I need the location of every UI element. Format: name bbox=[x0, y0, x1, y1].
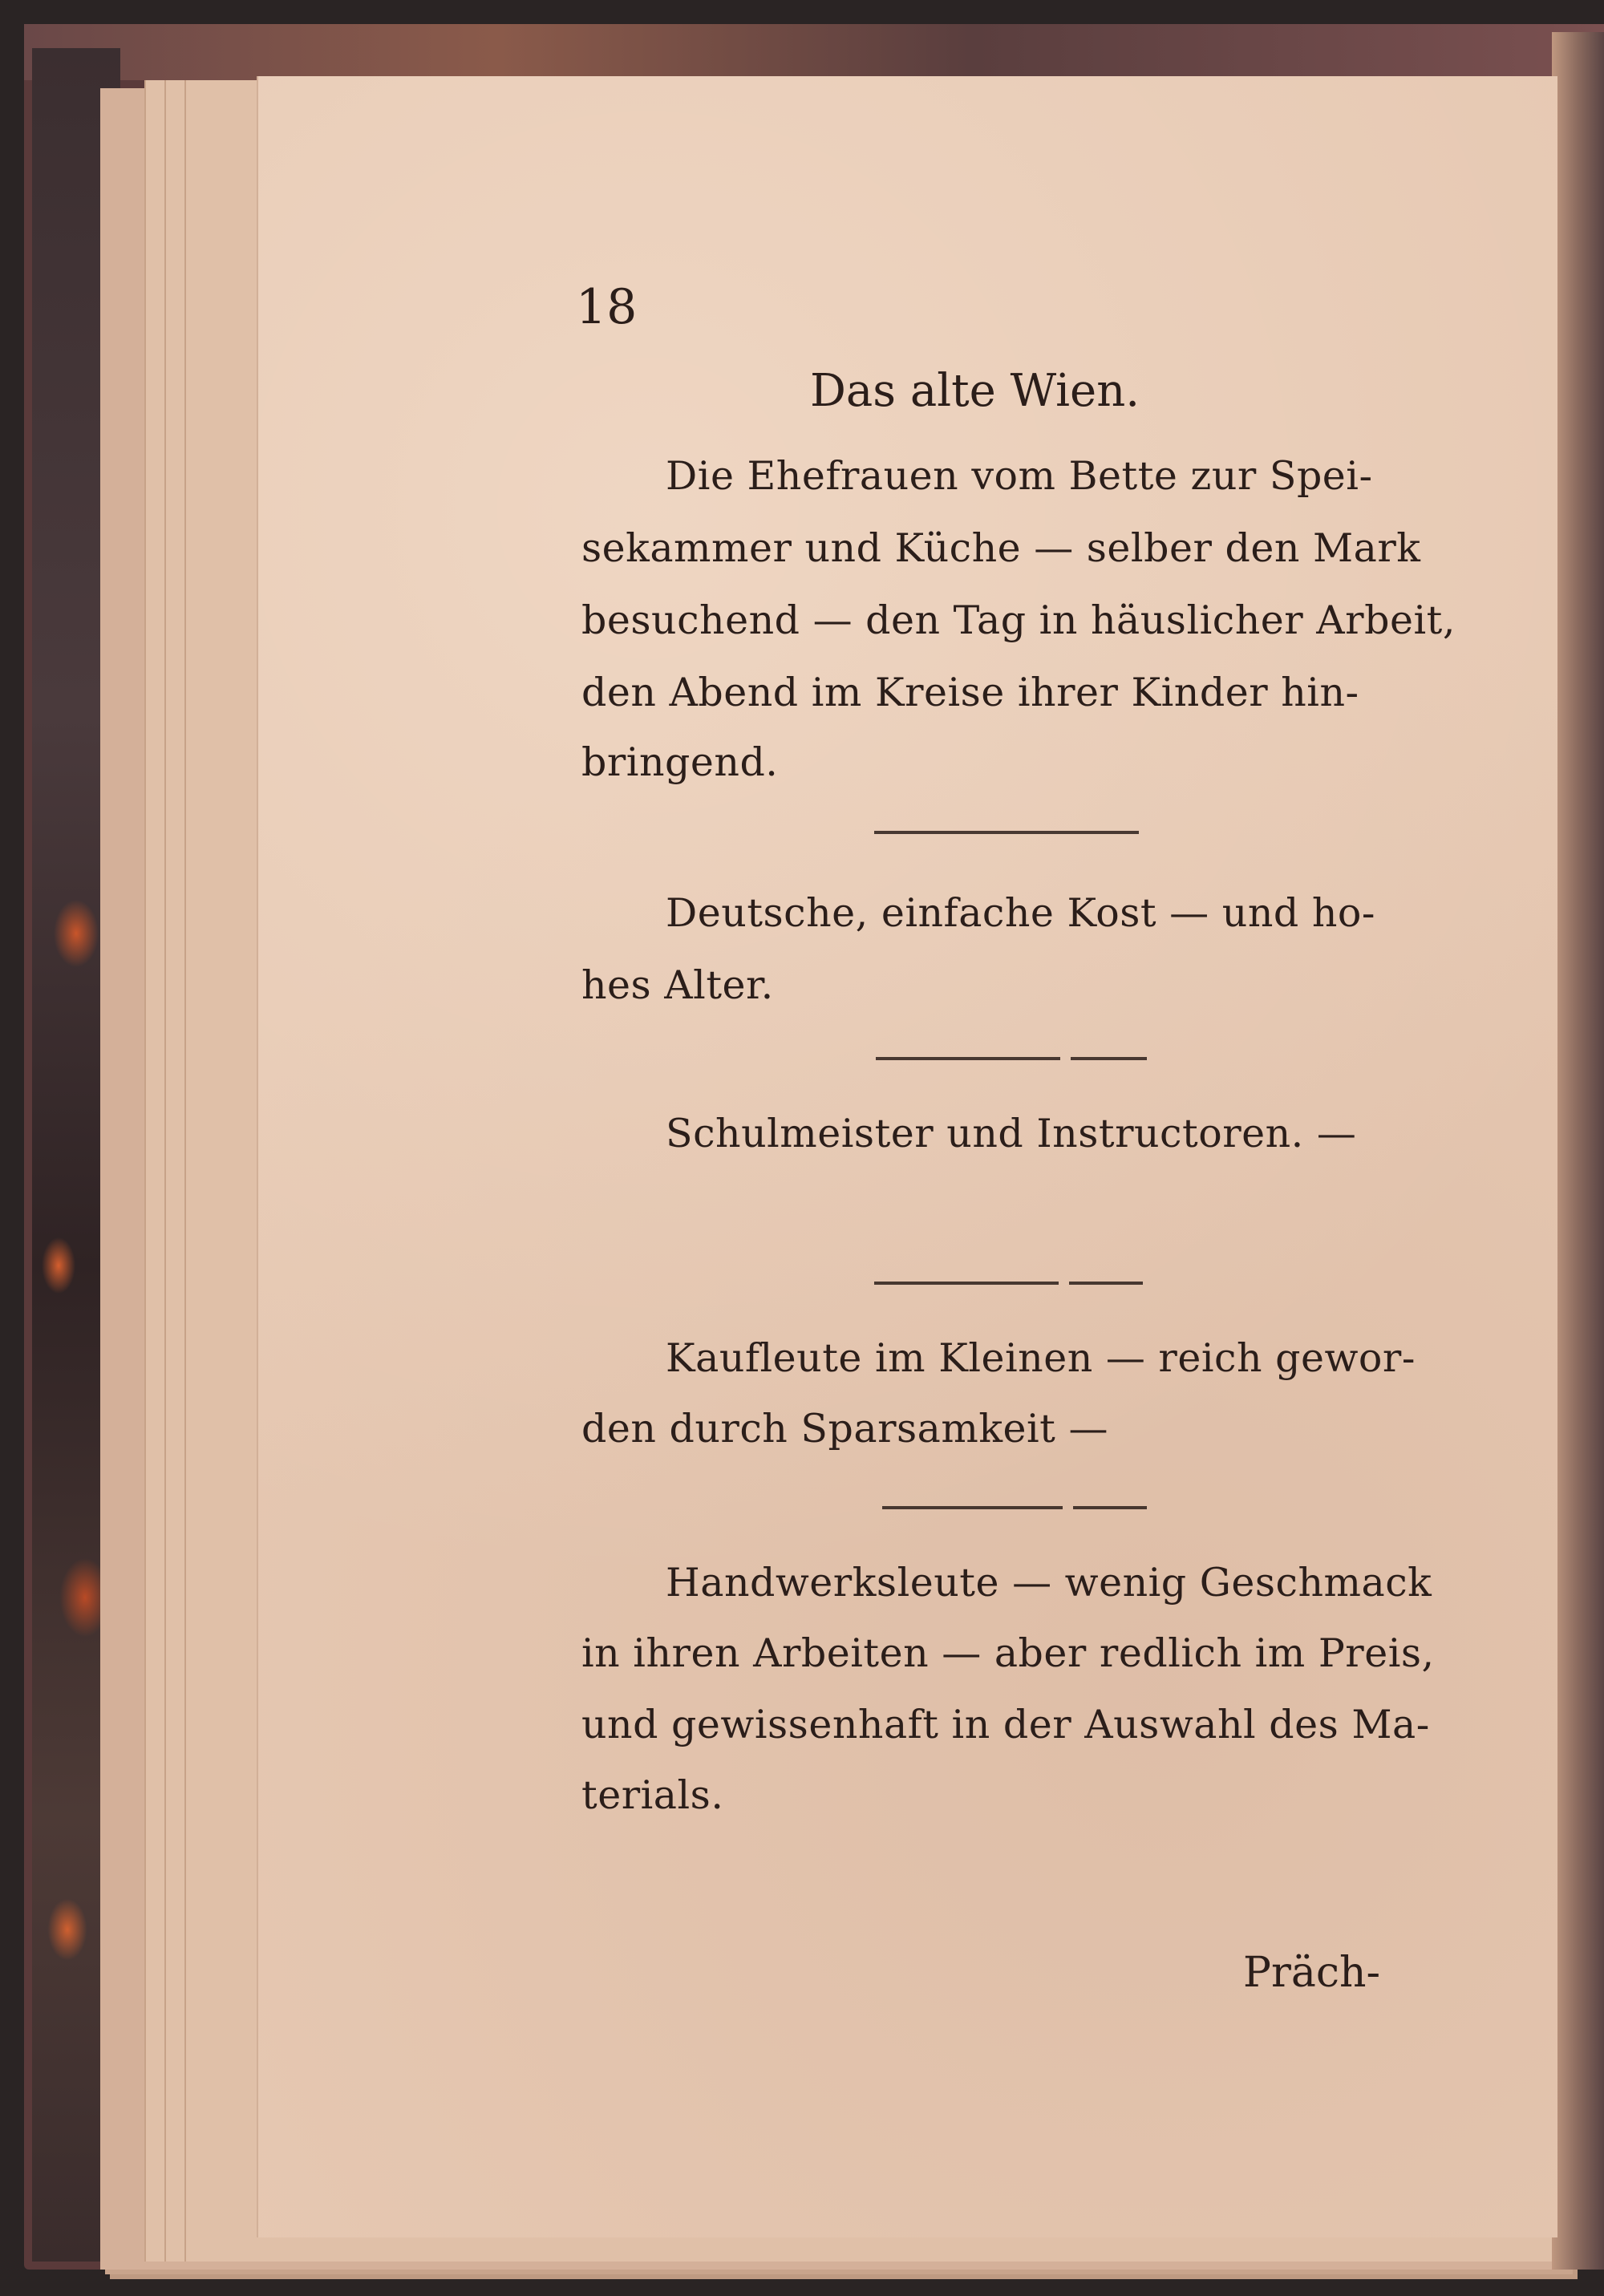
page-title: Das alte Wien. bbox=[810, 365, 1140, 417]
paragraph-2-line-2: hes Alter. bbox=[581, 962, 774, 1008]
paragraph-5-line-3: und gewissenhaft in der Auswahl des Ma- bbox=[581, 1702, 1430, 1747]
paragraph-5-line-4: terials. bbox=[581, 1772, 724, 1818]
paragraph-4-line-1: Kaufleute im Kleinen — reich gewor- bbox=[666, 1335, 1416, 1381]
paragraph-1-line-1: Die Ehefrauen vom Bette zur Spei- bbox=[666, 453, 1373, 499]
book-top-edge bbox=[24, 24, 1604, 80]
paragraph-4-line-2: den durch Sparsamkeit — bbox=[581, 1406, 1108, 1452]
book-right-edge bbox=[1552, 32, 1604, 2270]
section-divider bbox=[876, 1057, 1060, 1060]
paragraph-2-line-1: Deutsche, einfache Kost — und ho- bbox=[666, 890, 1375, 936]
paragraph-1-line-5: bringend. bbox=[581, 739, 779, 785]
paragraph-1-line-2: sekammer und Küche — selber den Mark bbox=[581, 525, 1421, 571]
paragraph-3-line-1: Schulmeister und Instructoren. — bbox=[666, 1111, 1357, 1156]
paragraph-1-line-4: den Abend im Kreise ihrer Kinder hin- bbox=[581, 670, 1359, 715]
section-divider bbox=[882, 1506, 1063, 1509]
page-number: 18 bbox=[576, 279, 638, 335]
section-divider bbox=[874, 831, 1139, 834]
section-divider bbox=[1073, 1506, 1147, 1509]
section-divider bbox=[1071, 1057, 1147, 1060]
paragraph-1-line-3: besuchend — den Tag in häuslicher Arbeit, bbox=[581, 597, 1456, 643]
section-divider bbox=[1069, 1282, 1143, 1285]
paragraph-5-line-1: Handwerksleute — wenig Geschmack bbox=[666, 1560, 1432, 1606]
paragraph-5-line-2: in ihren Arbeiten — aber redlich im Preis, bbox=[581, 1630, 1435, 1676]
catchword: Präch- bbox=[1243, 1949, 1381, 1997]
section-divider bbox=[874, 1282, 1059, 1285]
